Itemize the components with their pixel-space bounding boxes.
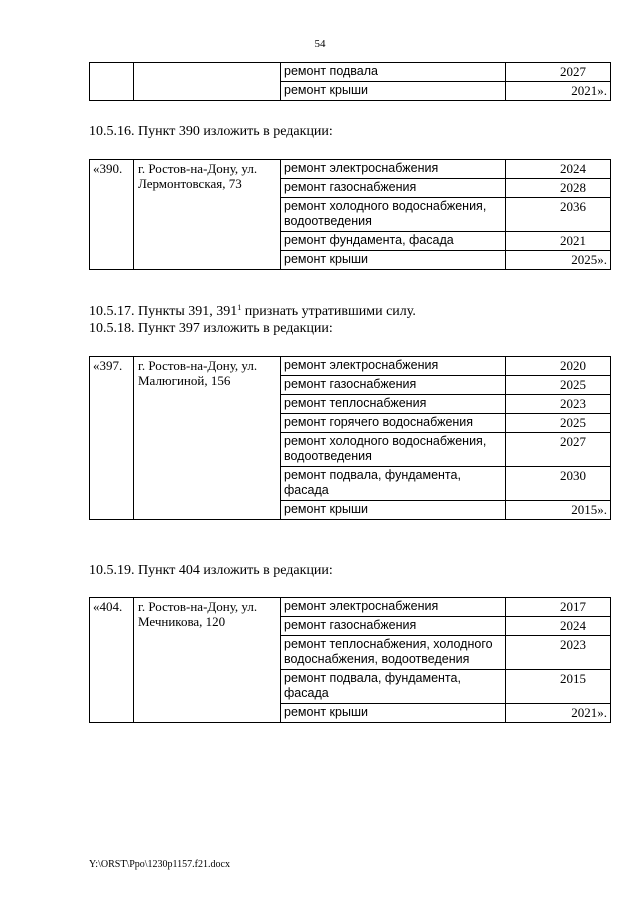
work-cell: ремонт газоснабжения <box>281 617 506 636</box>
work-cell: ремонт крыши <box>281 704 506 723</box>
paragraph-text: 10.5.17. Пункты 391, 391 <box>89 304 238 319</box>
work-cell: ремонт холодного водоснабжения, водоотведения <box>281 433 506 467</box>
work-cell: ремонт электроснабжения <box>281 357 506 376</box>
address-cell <box>134 63 281 101</box>
number-cell <box>90 63 134 101</box>
year-cell: 2021». <box>506 704 611 723</box>
year-cell: 2025 <box>506 376 611 395</box>
number-cell: «390. <box>90 160 134 270</box>
address-cell: г. Ростов-на-Дону, ул. Малюгиной, 156 <box>134 357 281 520</box>
paragraph-10-5-16: 10.5.16. Пункт 390 изложить в редакции: <box>89 124 333 139</box>
year-cell: 2015 <box>506 670 611 704</box>
work-cell: ремонт газоснабжения <box>281 376 506 395</box>
table-390 <box>89 159 611 270</box>
year-cell: 2024 <box>506 160 611 179</box>
paragraph-10-5-17 <box>89 304 416 320</box>
work-cell: ремонт подвала <box>281 63 506 82</box>
year-cell: 2030 <box>506 467 611 501</box>
year-cell: 2023 <box>506 636 611 670</box>
year-cell: 2021 <box>506 232 611 251</box>
table-404 <box>89 597 611 723</box>
table-row <box>90 63 611 82</box>
number-cell: «397. <box>90 357 134 520</box>
year-cell: 2027 <box>506 433 611 467</box>
file-path-footer: Y:\ORST\Ppo\1230p1157.f21.docx <box>89 859 230 870</box>
work-cell: ремонт фундамента, фасада <box>281 232 506 251</box>
table-row <box>90 598 611 617</box>
work-cell: ремонт электроснабжения <box>281 598 506 617</box>
paragraph-10-5-19: 10.5.19. Пункт 404 изложить в редакции: <box>89 563 333 578</box>
table-continuation <box>89 62 611 101</box>
work-cell: ремонт подвала, фундамента, фасада <box>281 467 506 501</box>
table-397 <box>89 356 611 520</box>
address-cell: г. Ростов-на-Дону, ул. Лермонтовская, 73 <box>134 160 281 270</box>
table-row <box>90 357 611 376</box>
work-cell: ремонт горячего водоснабжения <box>281 414 506 433</box>
year-cell: 2024 <box>506 617 611 636</box>
year-cell: 2025 <box>506 414 611 433</box>
year-cell: 2021». <box>506 82 611 101</box>
work-cell: ремонт электроснабжения <box>281 160 506 179</box>
year-cell: 2017 <box>506 598 611 617</box>
year-cell: 2020 <box>506 357 611 376</box>
work-cell: ремонт газоснабжения <box>281 179 506 198</box>
year-cell: 2028 <box>506 179 611 198</box>
table-row <box>90 160 611 179</box>
paragraph-10-5-18: 10.5.18. Пункт 397 изложить в редакции: <box>89 321 333 336</box>
number-cell: «404. <box>90 598 134 723</box>
year-cell: 2036 <box>506 198 611 232</box>
work-cell: ремонт теплоснабжения, холодного водоснабжения, водоотведения <box>281 636 506 670</box>
work-cell: ремонт крыши <box>281 501 506 520</box>
superscript: 1 <box>237 303 242 312</box>
year-cell: 2025». <box>506 251 611 270</box>
year-cell: 2027 <box>506 63 611 82</box>
address-cell: г. Ростов-на-Дону, ул. Мечникова, 120 <box>134 598 281 723</box>
work-cell: ремонт теплоснабжения <box>281 395 506 414</box>
year-cell: 2023 <box>506 395 611 414</box>
year-cell: 2015». <box>506 501 611 520</box>
work-cell: ремонт подвала, фундамента, фасада <box>281 670 506 704</box>
work-cell: ремонт крыши <box>281 82 506 101</box>
work-cell: ремонт холодного водоснабжения, водоотведения <box>281 198 506 232</box>
page-number: 54 <box>314 38 326 50</box>
paragraph-text: признать утратившими силу. <box>241 304 416 319</box>
work-cell: ремонт крыши <box>281 251 506 270</box>
